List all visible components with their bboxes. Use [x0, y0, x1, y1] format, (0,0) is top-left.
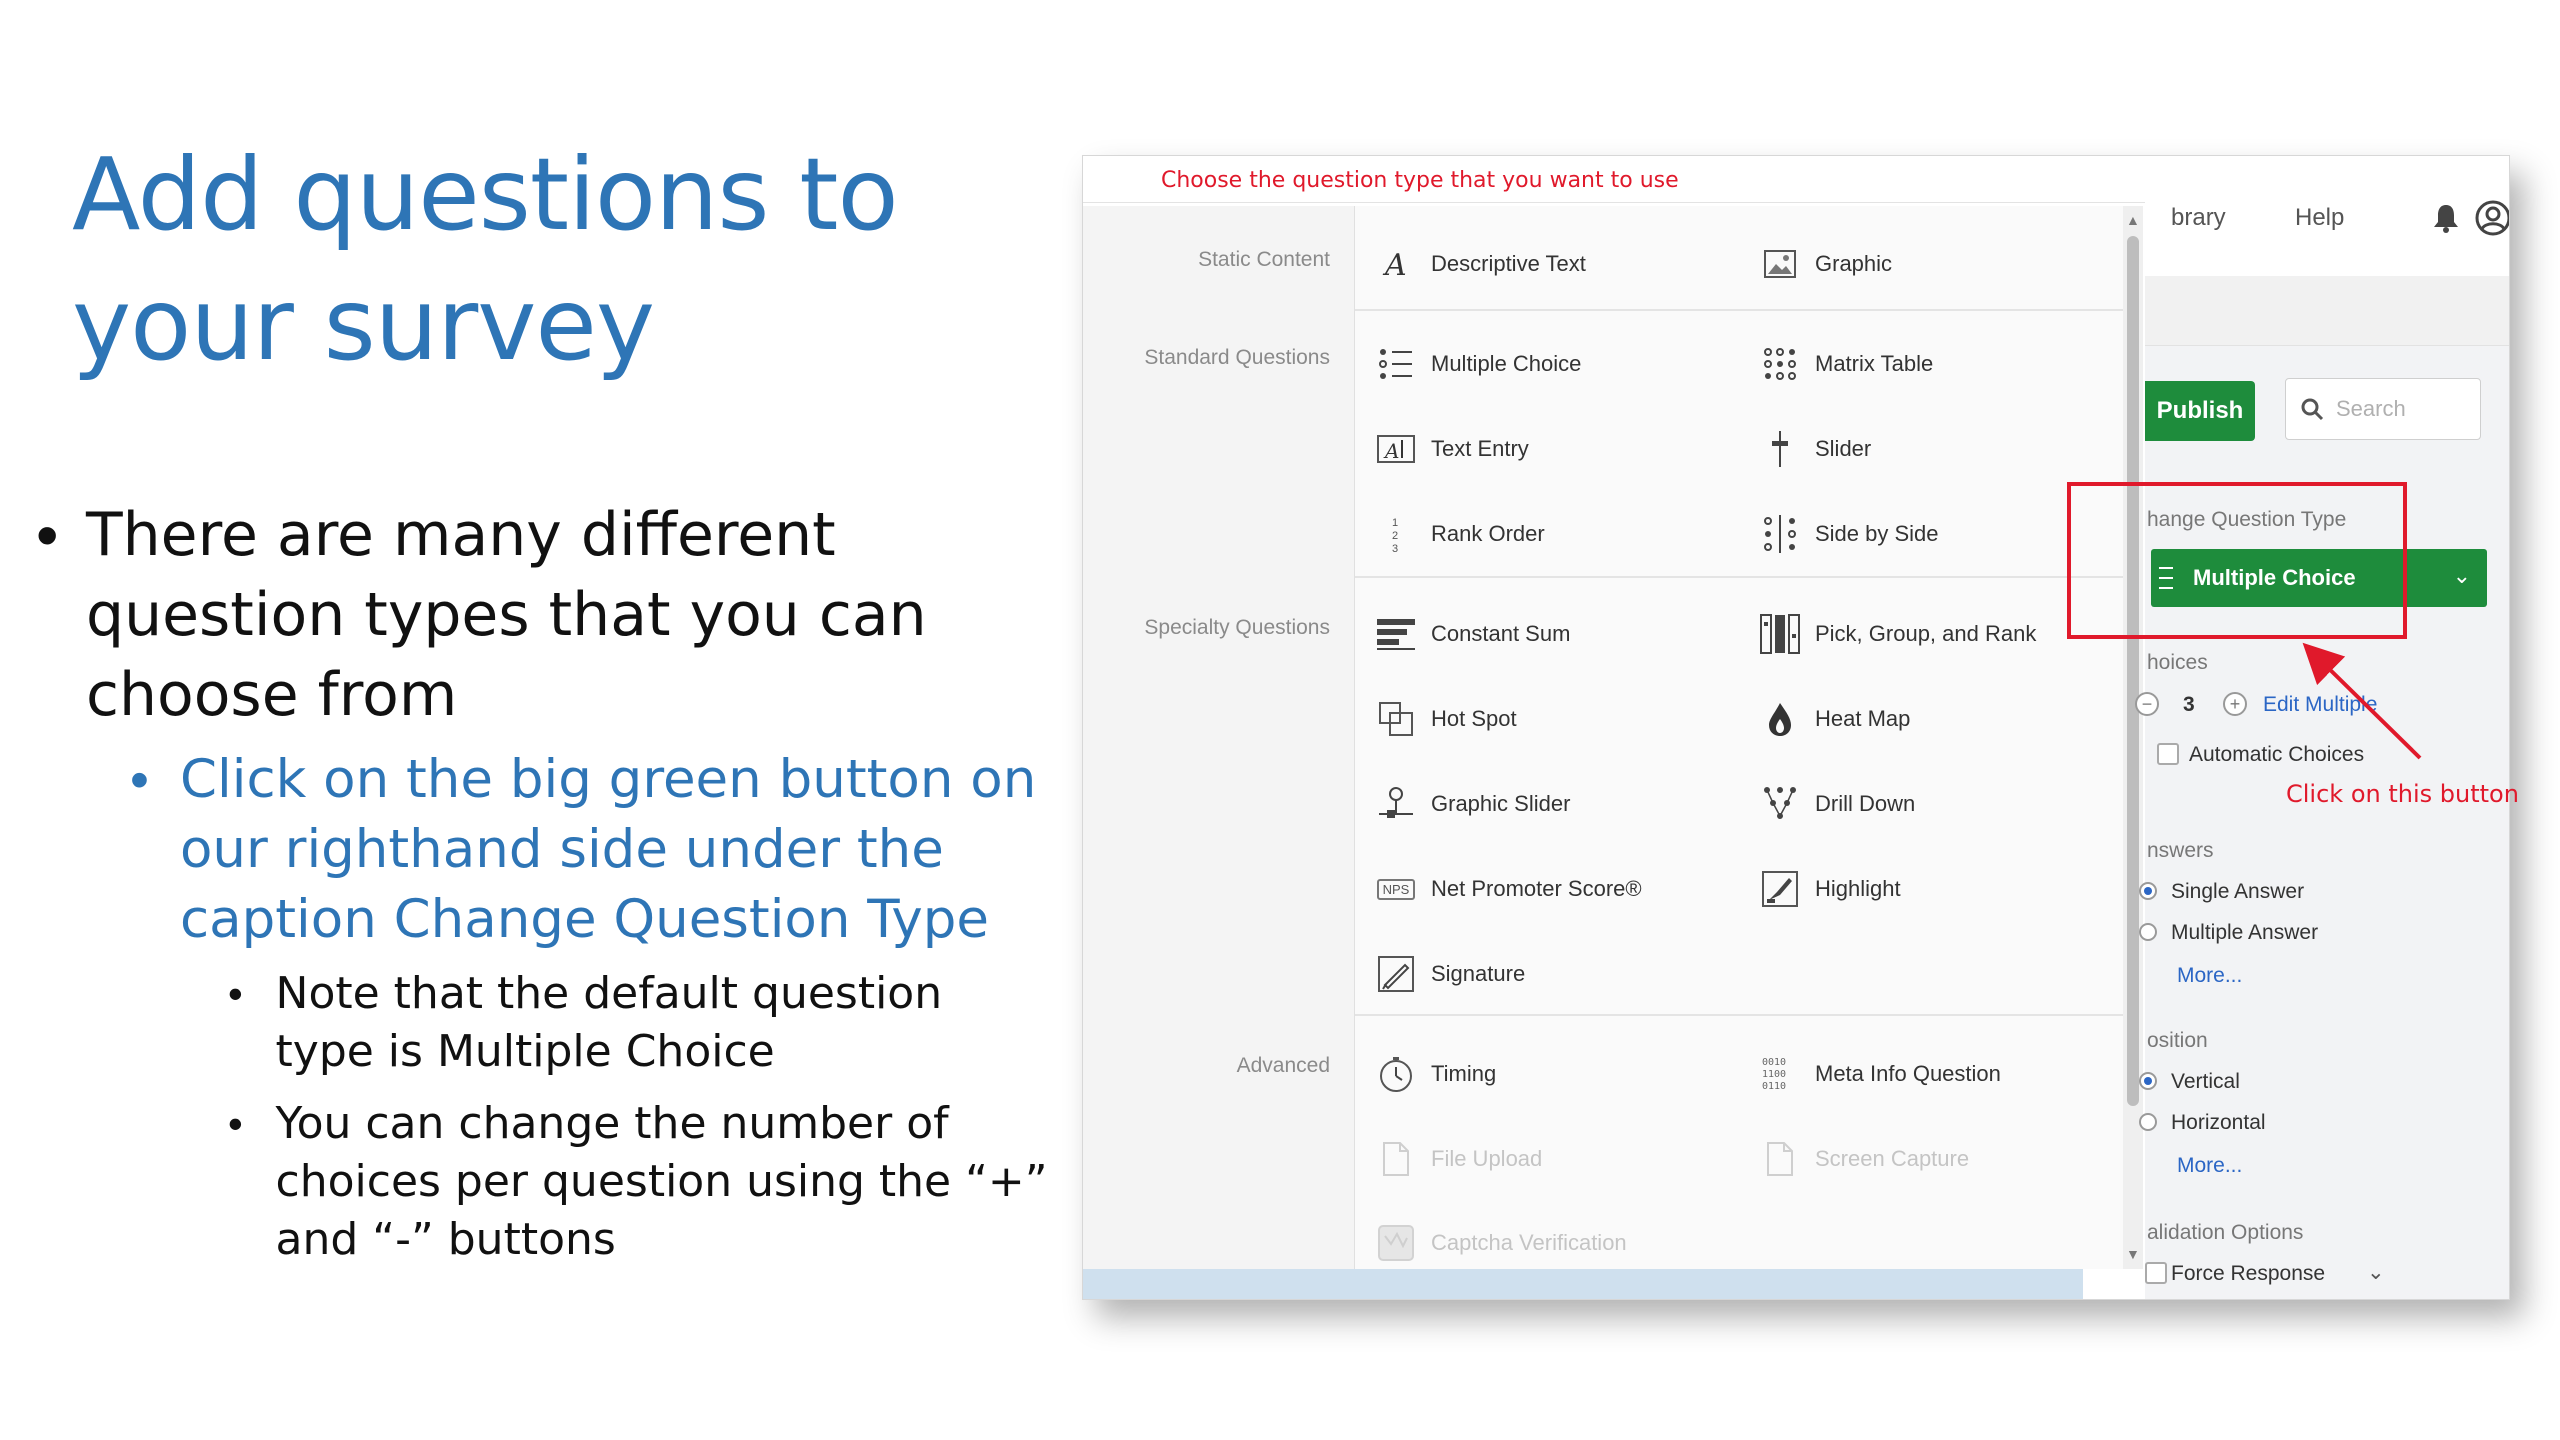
answers-more-link[interactable]: More... [2177, 964, 2243, 987]
slide-title [72, 130, 1032, 390]
svg-text:1100: 1100 [1762, 1069, 1787, 1080]
decrease-choices-button[interactable]: − [2135, 692, 2159, 716]
menu-item-hot-spot[interactable] [1375, 694, 1517, 744]
menu-item-label: Rank Order [1431, 521, 1545, 546]
change-question-type-heading: hange Question Type [2147, 508, 2347, 531]
slide-title-line-2: your survey [72, 266, 655, 383]
chevron-down-icon: ⌄ [2452, 563, 2471, 588]
publish-button[interactable]: Publish [2145, 381, 2255, 441]
svg-text:A: A [1385, 249, 1407, 279]
svg-text:A: A [1385, 439, 1400, 463]
side-by-side-icon [1759, 513, 1801, 555]
menu-item-timing[interactable] [1375, 1049, 1496, 1099]
automatic-choices-checkbox[interactable] [2157, 743, 2179, 765]
svg-text:3: 3 [1392, 543, 1399, 554]
graphic-slider-icon [1375, 783, 1417, 825]
menu-item-net-promoter-score[interactable] [1375, 864, 1642, 914]
menu-item-label: Pick, Group, and Rank [1815, 621, 2037, 646]
search-input[interactable] [2285, 378, 2481, 440]
force-response-checkbox[interactable] [2145, 1262, 2167, 1284]
menu-item-label: File Upload [1431, 1146, 1543, 1171]
menu-item-label: Slider [1815, 436, 1872, 461]
category-static-content: Static Content [1198, 248, 1330, 271]
menu-item-rank-order[interactable] [1375, 509, 1545, 559]
menu-item-matrix-table[interactable] [1759, 339, 1933, 389]
menu-item-slider[interactable] [1759, 424, 1871, 474]
vertical-radio[interactable] [2139, 1072, 2157, 1090]
question-type-menu [1083, 206, 2143, 1269]
bars-icon [1375, 613, 1417, 655]
image-icon [1759, 243, 1801, 285]
nav-library[interactable]: brary [2171, 204, 2226, 231]
signature-icon [1375, 953, 1417, 995]
file-icon [1375, 1138, 1417, 1180]
text-icon [1375, 243, 1417, 285]
svg-text:0010: 0010 [1762, 1057, 1787, 1068]
nps-icon [1375, 868, 1417, 910]
menu-item-label: Meta Info Question [1815, 1061, 2001, 1086]
menu-item-label: Drill Down [1815, 791, 1916, 816]
pointer-arrow-icon [2300, 640, 2460, 770]
horizontal-radio[interactable] [2139, 1113, 2157, 1131]
menu-item-pick-group-rank[interactable] [1759, 609, 2036, 659]
menu-item-captcha-verification[interactable] [1375, 1218, 1627, 1268]
choices-heading: hoices [2147, 651, 2208, 674]
menu-item-multiple-choice[interactable] [1375, 339, 1581, 389]
menu-item-label: Graphic [1815, 251, 1893, 276]
timer-icon [1375, 1053, 1417, 1095]
top-nav [2145, 156, 2510, 276]
bullet-marker: • [228, 1100, 243, 1147]
menu-item-label: Screen Capture [1815, 1146, 1970, 1171]
increase-choices-button[interactable]: + [2223, 692, 2247, 716]
user-account-icon[interactable] [2475, 200, 2510, 236]
menu-item-signature[interactable] [1375, 949, 1525, 999]
svg-text:2: 2 [1392, 530, 1399, 542]
nps-icon-text: NPS [1377, 879, 1416, 900]
menu-item-side-by-side[interactable] [1759, 509, 1939, 559]
slider-icon [1759, 428, 1801, 470]
menu-item-label: Multiple Choice [1431, 351, 1582, 376]
validation-options-heading: alidation Options [2147, 1221, 2304, 1244]
position-heading: osition [2147, 1029, 2208, 1052]
horizontal-label: Horizontal [2171, 1111, 2266, 1134]
menu-item-label: Heat Map [1815, 706, 1911, 731]
menu-item-label: Descriptive Text [1431, 251, 1586, 276]
bullet-marker: • [130, 750, 149, 810]
multiple-answer-radio[interactable] [2139, 923, 2157, 941]
menu-item-graphic-slider[interactable] [1375, 779, 1570, 829]
bullet-marker: • [228, 970, 243, 1017]
single-answer-radio[interactable] [2139, 882, 2157, 900]
captcha-icon [1375, 1222, 1417, 1264]
screenshot-caption: Choose the question type that you want to use [1161, 168, 1679, 193]
menu-item-label: Hot Spot [1431, 706, 1517, 731]
columns-icon [1759, 613, 1801, 655]
menu-item-descriptive-text[interactable] [1375, 239, 1586, 289]
search-placeholder: Search [2336, 396, 2406, 421]
scroll-down-arrow-icon[interactable]: ▼ [2126, 1246, 2140, 1262]
divider [1355, 309, 2123, 311]
meta-info-icon [1759, 1053, 1801, 1095]
automatic-choices-label: Automatic Choices [2189, 743, 2365, 766]
menu-scrollbar-thumb[interactable] [2127, 236, 2139, 1106]
divider [1355, 576, 2123, 578]
matrix-icon [1759, 343, 1801, 385]
menu-item-file-upload[interactable] [1375, 1134, 1542, 1184]
bullet-text: Click on the big green button on our righthand side under the caption Change Question Type [180, 749, 1037, 950]
hotspot-icon [1375, 698, 1417, 740]
menu-item-text-entry[interactable] [1375, 424, 1529, 474]
menu-item-label: Signature [1431, 961, 1526, 986]
menu-footer-bar [1083, 1269, 2083, 1300]
menu-item-constant-sum[interactable] [1375, 609, 1570, 659]
menu-item-meta-info-question[interactable] [1759, 1049, 2001, 1099]
choices-count: 3 [2183, 693, 2195, 716]
toolbar-band [2145, 276, 2510, 346]
current-question-type: Multiple Choice [2193, 565, 2356, 590]
category-standard-questions: Standard Questions [1144, 346, 1330, 369]
bullet-level-2 [130, 745, 1050, 955]
slide-title-line-1: Add questions to [72, 136, 898, 253]
force-response-label: Force Response [2171, 1262, 2326, 1285]
svg-text:1: 1 [1392, 517, 1399, 529]
svg-text:0110: 0110 [1762, 1081, 1787, 1092]
bullet-marker: • [36, 499, 59, 571]
click-button-annotation: Click on this button [2286, 780, 2519, 808]
bullet-text: You can change the number of choices per question using the “+” and “-” buttons [275, 1098, 1048, 1265]
bell-icon[interactable] [2431, 202, 2461, 234]
menu-item-label: Timing [1431, 1061, 1497, 1086]
list-icon [1375, 343, 1417, 385]
drill-down-icon [1759, 783, 1801, 825]
vertical-label: Vertical [2171, 1070, 2240, 1093]
chevron-down-icon[interactable]: ⌄ [2367, 1261, 2385, 1284]
highlight-icon [1759, 868, 1801, 910]
menu-item-label: Text Entry [1431, 436, 1529, 461]
menu-item-label: Highlight [1815, 876, 1901, 901]
menu-item-graphic[interactable] [1759, 239, 1892, 289]
scroll-up-arrow-icon[interactable]: ▲ [2126, 212, 2140, 228]
bullet-level-1 [36, 495, 1036, 735]
position-more-link[interactable]: More... [2177, 1154, 2243, 1177]
flame-icon [1759, 698, 1801, 740]
menu-item-label: Captcha Verification [1431, 1230, 1627, 1255]
nav-help[interactable]: Help [2295, 204, 2345, 231]
edit-multiple-link[interactable]: Edit Multiple [2263, 693, 2378, 716]
bullet-text: There are many different question types that you can choose from [86, 500, 927, 730]
menu-item-label: Graphic Slider [1431, 791, 1571, 816]
divider [1355, 1014, 2123, 1016]
search-icon [2300, 397, 2324, 421]
text-entry-icon [1375, 428, 1417, 470]
bullet-level-3 [228, 1095, 1048, 1269]
menu-item-label: Side by Side [1815, 521, 1939, 546]
menu-item-screen-capture[interactable] [1759, 1134, 1969, 1184]
menu-item-heat-map[interactable] [1759, 694, 1910, 744]
menu-item-label: Matrix Table [1815, 351, 1934, 376]
multiple-answer-label: Multiple Answer [2171, 921, 2319, 944]
rank-icon [1375, 513, 1417, 555]
survey-editor-screenshot [1082, 155, 2510, 1300]
single-answer-label: Single Answer [2171, 880, 2305, 903]
category-advanced: Advanced [1236, 1054, 1330, 1077]
screen-capture-icon [1759, 1138, 1801, 1180]
menu-item-label: Net Promoter Score® [1431, 876, 1642, 901]
menu-item-label: Constant Sum [1431, 621, 1571, 646]
category-column [1083, 206, 1355, 1269]
answers-heading: nswers [2147, 839, 2214, 862]
highlight-box [2067, 482, 2407, 639]
bullet-text: Note that the default question type is Multiple Choice [275, 968, 943, 1077]
bullet-level-3 [228, 965, 1048, 1081]
menu-item-drill-down[interactable] [1759, 779, 1915, 829]
menu-item-highlight[interactable] [1759, 864, 1901, 914]
category-specialty-questions: Specialty Questions [1144, 616, 1330, 639]
